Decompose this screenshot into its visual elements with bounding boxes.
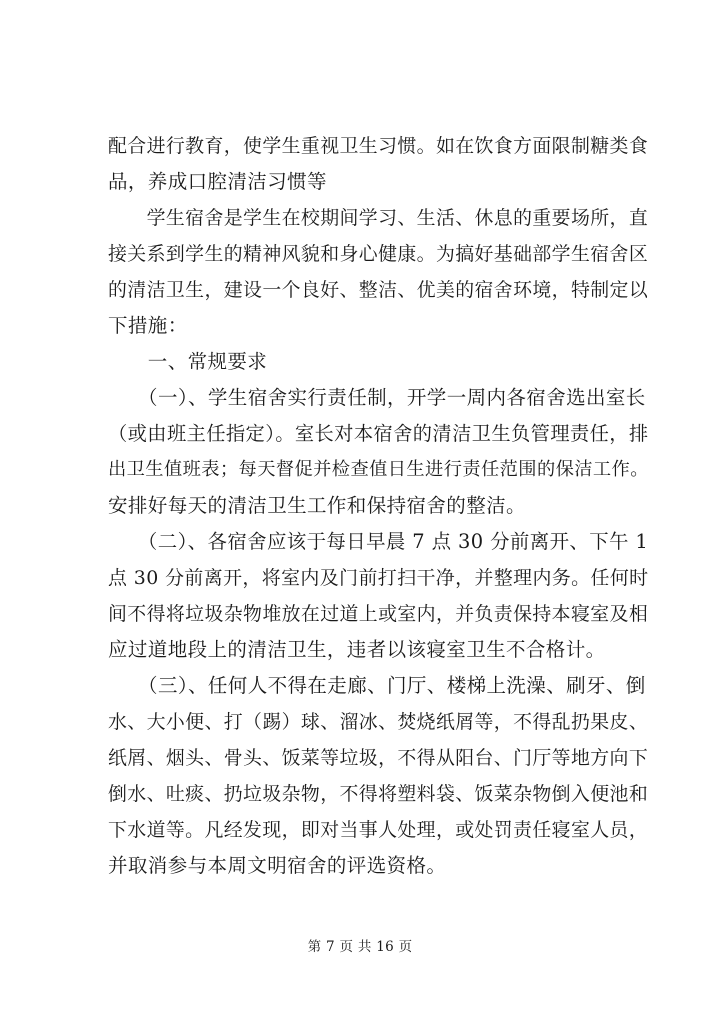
text-line: （或由班主任指定）。室长对本宿舍的清洁卫生负管理责任，排 (108, 422, 649, 445)
text-line: 下措施： (108, 314, 188, 337)
text-line: 安排好每天的清洁卫生工作和保持宿舍的整洁。 (108, 494, 526, 517)
text-line: （二）、各宿舍应该于每日早晨 7 点 30 分前离开、下午 1 (108, 530, 649, 553)
text-line: 点 30 分前离开，将室内及门前打扫干净，并整理内务。任何时 (108, 567, 649, 589)
text-line: 水、大小便、打（踢）球、溜冰、焚烧纸屑等，不得乱扔果皮、 (108, 711, 649, 733)
document-body (108, 128, 649, 884)
text-line: 学生宿舍是学生在校期间学习、生活、休息的重要场所，直 (108, 207, 649, 229)
text-line: （一）、学生宿舍实行责任制，开学一周内各宿舍选出室长 (108, 386, 646, 409)
text-line: 出卫生值班表；每天督促并检查值日生进行责任范围的保洁工作。 (108, 459, 649, 480)
text-line: 下水道等。凡经发现，即对当事人处理，或处罚责任寝室人员， (108, 819, 649, 841)
text-line: （三）、任何人不得在走廊、门厅、楼梯上洗澡、刷牙、倒 (108, 674, 646, 697)
text-line: 应过道地段上的清洁卫生，违者以该寝室卫生不合格计。 (108, 638, 606, 661)
text-line: 配合进行教育，使学生重视卫生习惯。如在饮食方面限制糖类食 (108, 135, 649, 157)
text-line: 间不得将垃圾杂物堆放在过道上或室内，并负责保持本寝室及相 (108, 603, 649, 625)
page-number: 第 7 页 共 16 页 (307, 939, 413, 955)
section-heading: 一、常规要求 (108, 350, 268, 373)
text-line: 倒水、吐痰、扔垃圾杂物，不得将塑料袋、饭菜杂物倒入便池和 (108, 783, 649, 805)
text-line: 并取消参与本周文明宿舍的评选资格。 (108, 854, 447, 877)
text-line: 接关系到学生的精神风貌和身心健康。为搞好基础部学生宿舍区 (108, 243, 649, 265)
text-line: 的清洁卫生，建设一个良好、整洁、优美的宿舍环境，特制定以 (108, 279, 649, 301)
text-line: 品，养成口腔清洁习惯等 (108, 170, 327, 193)
text-line: 纸屑、烟头、骨头、饭菜等垃圾，不得从阳台、门厅等地方向下 (108, 747, 649, 769)
